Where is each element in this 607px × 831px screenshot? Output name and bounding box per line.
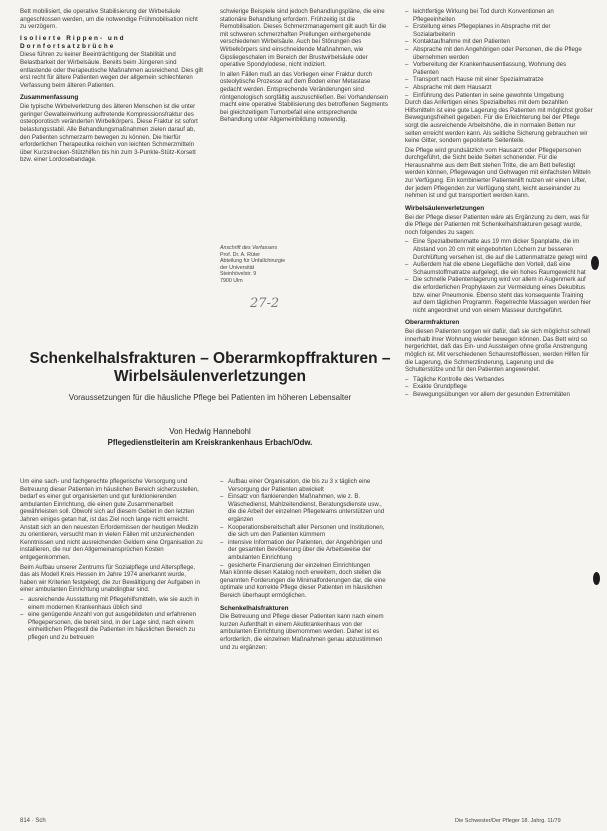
list-item: – Erstellung eines Pflegeplanes in Absprache mit der Sozialarbeiterin [413, 23, 593, 38]
section-heading-summary: Zusammenfassung [20, 94, 79, 102]
column-lower-left [20, 478, 203, 818]
rippen-paragraph: Diese führen zu keiner Beeinträchtigung der Stabilität und Belastbarkeit der Wirbelsäule. Bereits beim Jüngeren sind entlastende oder therapeutische Maßnahmen ausreichend. Dies gilt erst recht für ältere Patienten wegen der allgemein schlechteren Verfassung beim älteren Patienten. [20, 51, 203, 89]
lower-left-paragraph-2: Beim Aufbau unserer Zentrums für Sozialpflege und Alterspflege, das als Modell Kreis Hessen im Jahre 1974 anerkannt wurde, haben wir Kriterien festgelegt, die zur Bewältigung der Aufgaben in einer ambulanten Einrichtung unabdingbar sind. [20, 563, 200, 594]
middle-paragraph-1: schwierige Beispiele sind jedoch Behandlungspläne, die eine stationäre Behandlung erfordern. Frühzeitig ist die Remobilisation. Dieses Schmerzmanagement gilt auch für die mit schweren schmerzhaften Prellungen einhergehende verschiedenen Wirbelsäule. Auch bei Störungen des Wirbelkörpers sind einschneidende Maßnahmen, wie Gipsliegeschalen im Bereich der Brustwirbelsäule oder operative Spondylodese, nicht indiziert. [220, 8, 387, 69]
column-upper-middle [220, 8, 390, 243]
list-item: – Eine Spezialbettenmatte aus 19 mm dicker Spanplatte, die im Abstand von 20 cm mit eingebohrten Löchern zur besseren Durchlüftung versehen ist, die auf die Lattenmatratze gelegt wird [413, 238, 593, 261]
organisation-list [220, 478, 390, 569]
list-item: – Absprache mit den Angehörigen oder Personen, die die Pflege übernehmen werden [413, 46, 593, 61]
scan-blot [593, 572, 600, 585]
author-address [220, 245, 320, 285]
wirbel-list [405, 238, 593, 314]
list-item: – Die schnelle Patientenlagerung wird vor allem in Augenmerk auf die erforderlichen Prophylaxen zur Vermeidung eines Dekubitus bzw. einer Pneumonie. Ebenso steht das konsequente Training auf dem täglichen Programm. Regelrechte Massagen werden hier nicht angeordnet und von einem Masseur durchgeführt. [413, 276, 593, 314]
summary-paragraph: Die typische Wirbelverletzung des älteren Menschen ist die unter geringer Gewalteinwirkung auftretende Kompressionsfraktur des osteoporotisch veränderten Wirbelkörpers. Diese Fraktur ist sofort belastungsstabil. Alle Behandlungsmaßnahmen zielen darauf ab, den Patienten schmerzarm bewegen zu können. Die hierfür erforderlichen Therapeutika reichen von leichten Schmerzmitteln über Kurzstrecken-Stützhilfen bis hin zum 3-Punkte-Stütz-Korsett bzw. einer Lordosebandage. [20, 103, 198, 164]
scan-blot [591, 256, 599, 270]
list-item: – ausreichende Ausstattung mit Pflegehilfsmitteln, wie sie auch in einem modernen Krankenhaus üblich sind [28, 596, 203, 611]
section-heading-oberarm: Oberarmfrakturen [405, 319, 460, 327]
lower-middle-paragraph-2: Die Betreuung und Pflege dieser Patienten kann nach einem kurzen Aufenthalt in einem Akutkrankenhaus von der ambulanten Einrichtung übernommen werden. Daher ist es erforderlich, die einzelnen Maßnahmen genau abzustimmen und zu ergänzen: [220, 613, 384, 651]
address-lines: Prof. Dr. A. Rüter Abteilung für Unfallchirurgie der Universität Steinhövelstr. 9 7900 Ulm [220, 251, 286, 284]
list-item: – Aufbau einer Organisation, die bis zu 3 x täglich eine Versorgung der Patienten abwickelt [228, 478, 390, 493]
list-item: – Kooperationsbereitschaft aller Personen und Institutionen, die sich um den Patienten kümmern [228, 524, 390, 539]
care-steps-list [405, 8, 593, 99]
list-item: – Außerdem hat die ebene Liegefläche den Vorteil, daß eine Schaumstoffmatratze aufgelegt, die ein hohes Raumgewicht hat [413, 261, 593, 276]
middle-paragraph-2: In allen Fällen muß an das Vorliegen einer Fraktur durch osteolytische Prozesse auf dem Boden einer Metastase gedacht werden. Entsprechende Veränderungen sind röntgenologisch sorgfältig auszuschließen. Bei Vorhandensein macht eine operative Stabilisierung des betroffenen Segments bei gleichzeitigem Tumorbefall eine entsprechende Behandlung unter Allgemeinbildung notwendig. [220, 70, 389, 124]
author-block [20, 427, 400, 448]
column-right [405, 8, 593, 828]
oberarm-list [405, 376, 593, 399]
oberarm-paragraph: Bei diesen Patienten sorgen wir dafür, daß sie sich möglichst schnell innerhalb ihrer Wohnung wieder bewegen können. Das Bett wird so hergerichtet, daß das Ein- und Aussteigen ohne große Anstrengung möglich ist. Mit verschiedenen Schaumstoffkissen, werden Hilfen für die Lagerung, die Schmerzlinderung, Lagerung und die Schulterstütze und für den Patienten angewendet. [405, 328, 590, 374]
column-upper-left [20, 8, 203, 298]
column-lower-middle [220, 478, 390, 818]
author-role: Pflegedienstleiterin am Kreiskrankenhaus Erbach/Odw. [107, 437, 313, 447]
list-item: – Absprache mit dem Hausarzt [413, 84, 593, 92]
lower-middle-paragraph-1: Man könnte diesen Katalog noch erweitern, doch stellen die genannten Forderungen die Minimalforderungen dar, die eine optimale und korrekte Pflege dieser Patienten im häuslichen Bereich überhaupt ermöglichen. [220, 569, 386, 599]
section-heading-schenkel: Schenkelhalsfrakturen [220, 604, 289, 612]
address-label: Anschrift des Verfassers [220, 245, 278, 251]
section-heading-rippen: Isolierte Rippen- und Dornfortsatzbrüche [20, 34, 126, 50]
list-item: – Tägliche Kontrolle des Verbandes [413, 376, 593, 384]
journal-footer: Die Schwester/Der Pfleger 18. Jahrg. 11/79 [455, 818, 561, 824]
list-item: – Exakte Grundpflege [413, 383, 593, 391]
article-headline: Schenkelhalsfrakturen – Oberarmkopffrakturen – Wirbelsäulenverletzungen [29, 350, 391, 385]
criteria-list [20, 596, 203, 642]
section-heading-wirbel: Wirbelsäulenverletzungen [405, 204, 485, 212]
list-item: – intensive Information der Patienten, der Angehörigen und der gesamten Bevölkerung über die Arbeitsweise der ambulanten Einrichtung [228, 539, 390, 562]
list-item: – Kontaktaufnahme mit den Patienten [413, 38, 593, 46]
care-paragraph: Die Pflege wird grundsätzlich vom Hausarzt oder Pflegepersonen durchgeführt, die Sicht beide Seiten schonender. Für die Herausnahme aus dem Bett stehen Tritte, die am Bett befestigt werden können, Pflegewagen und Gehwagen mit einfachsten Mitteln zur Verfügung. Ein kombinierter Patientenlift nutzen wir einen Lifter, der jedem Pflegenden zur Verfügung steht, leicht auseinander zu nehmen ist und gut transportiert werden kann. [405, 146, 591, 200]
intro-paragraph: Bett mobilisiert, die operative Stabilisierung der Wirbelsäule angeschlossen werden, um die notwendige Frühmobilisation nicht zu verzögern. [20, 8, 198, 31]
list-item: – Transport nach Hause mit einer Spezialmatratze [413, 76, 593, 84]
bed-paragraph: Durch das Anfertigen eines Spezialbettes mit dem bezahlten Hilfsmitteln ist eine gute Lagerung des Patienten mit möglichst großer Bewegungsfreiheit gegeben. Für die Erleichterung bei der Pflege sorgt die ausreichende Arbeitshöhe, die in normalen Betten nur selten erreicht werden kann. Als seitliche Sicherung gebrauchen wir keine Gitter, sondern gepolsterte Seitenteile. [405, 99, 593, 145]
list-item: – Vorbereitung der Krankenhausentlassung, Wohnung des Patienten [413, 61, 593, 76]
author-name: Von Hedwig Hannebohl [169, 427, 251, 436]
page-number: 814 · Sch [20, 818, 46, 824]
list-item: – Bewegungsübungen vor allem der gesunden Extremitäten [413, 391, 593, 399]
lower-left-paragraph-1: Um eine sach- und fachgerechte pflegerische Versorgung und Betreuung dieser Patienten im häuslichen Bereich sicherzustellen, bedarf es einer gut organisierten und gut funktionierenden ambulanten Einrichtung, die einen gute Zusammenarbeit gewährleisten soll. Obwohl sich auf diesem Gebiet in den letzten Jahren einiges getan hat, ist das Ziel noch lange nicht erreicht. Anstatt sich an den neuesten Erfordernissen der heutigen Medizin zu orientieren, versucht man in vielen Fällen mit unzureichenden Kenntnissen und nicht ausreichenden Geldern eine Organisation zu installieren, die nur den Allgemeinansprüchen Kosten entgegenkommen. [20, 478, 203, 561]
list-item: – leichtfertige Wirkung bei Tod durch Konventionen an Pflegeeinheiten [413, 8, 593, 23]
list-item: – eine genügende Anzahl von gut ausgebildeten und erfahrenen Pflegepersonen, die bereit sind, in der Lage sind, nach einem einheitlichen Pflegestil die Patienten im häuslichen Bereich zu pflegen und zu betreuen [28, 611, 203, 641]
article-subtitle: Voraussetzungen für die häusliche Pflege bei Patienten im höheren Lebensalter [68, 393, 352, 402]
wirbel-paragraph: Bei der Pflege dieser Patienten wäre als Ergänzung zu dem, was für die Pflege der Patienten mit Schenkelhalsfrakturen gesagt wurde, noch folgendes zu sagen: [405, 213, 590, 236]
list-item: – Einführung des Patienten in seine gewohnte Umgebung [413, 92, 593, 100]
list-item: – Einsatz von flankierenden Maßnahmen, wie z. B. Wäschedienst, Mahlzeitendienst, Beratungsdienste usw., die die Arbeit der einzelnen Pflegeteams unterstützen und ergänzen [228, 493, 390, 523]
handwritten-mark: 27-2 [250, 296, 280, 311]
list-item: – gesicherte Finanzierung der einzelnen Einrichtungen [228, 562, 390, 570]
